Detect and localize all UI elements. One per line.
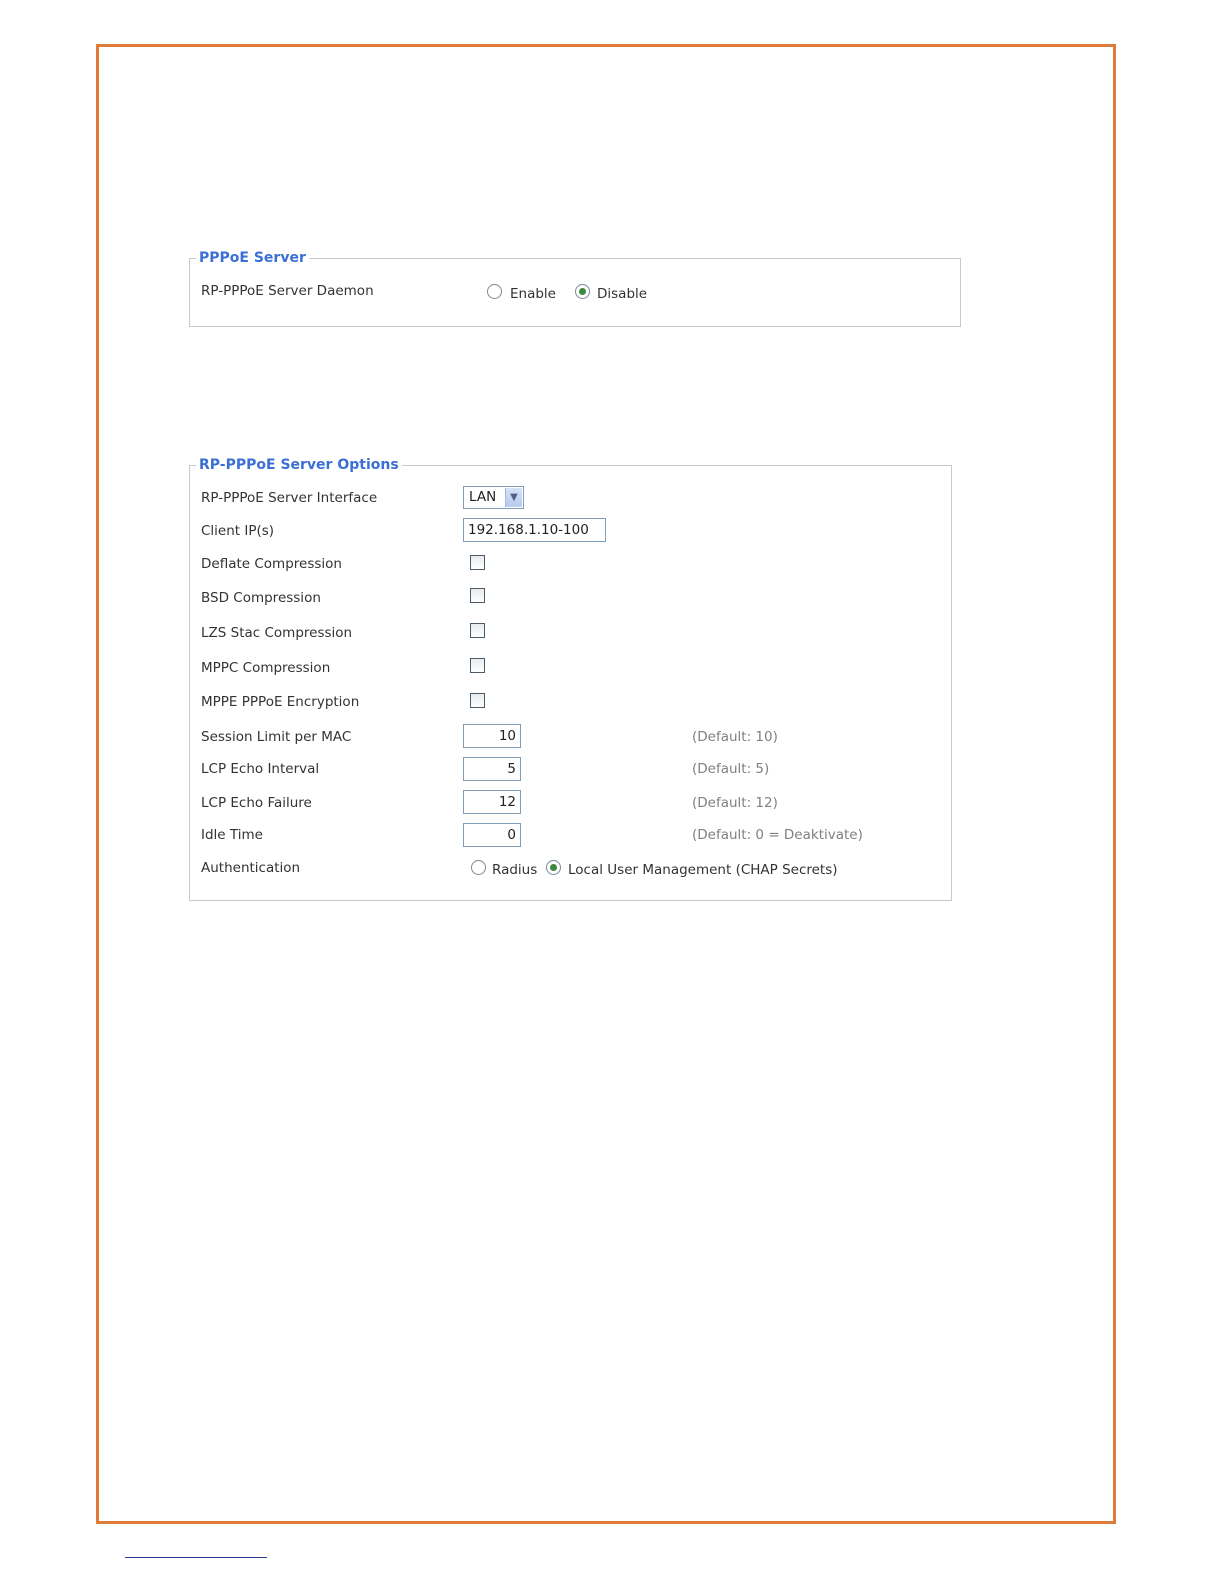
daemon-enable-radio[interactable] [487,284,502,299]
client-ips-input[interactable]: 192.168.1.10-100 [463,518,606,542]
deflate-compression-checkbox[interactable] [470,555,485,570]
session-limit-default: (Default: 10) [692,729,778,745]
mppe-encryption-checkbox[interactable] [470,693,485,708]
lzs-stac-compression-label: LZS Stac Compression [201,625,353,641]
server-daemon-label: RP-PPPoE Server Daemon [201,283,374,299]
lcp-echo-interval-input[interactable]: 5 [463,757,521,781]
chevron-down-icon[interactable]: ▼ [505,488,522,507]
lcp-echo-interval-label: LCP Echo Interval [201,761,320,777]
lcp-echo-failure-label: LCP Echo Failure [201,795,312,811]
daemon-disable-radio[interactable] [575,284,590,299]
pppoe-server-legend: PPPoE Server [199,250,306,266]
lcp-echo-failure-input[interactable]: 12 [463,790,521,814]
server-options-legend: RP-PPPoE Server Options [199,457,399,473]
mppc-compression-label: MPPC Compression [201,660,331,676]
bsd-compression-label: BSD Compression [201,590,321,606]
authentication-label: Authentication [201,860,301,876]
deflate-compression-label: Deflate Compression [201,556,342,572]
lcp-echo-failure-default: (Default: 12) [692,795,778,811]
auth-local-radio[interactable] [546,860,561,875]
idle-time-default: (Default: 0 = Deaktivate) [692,827,863,843]
interface-select[interactable] [463,486,524,509]
idle-time-input[interactable]: 0 [463,823,521,847]
lcp-echo-interval-default: (Default: 5) [692,761,770,777]
interface-select-value: LAN [469,489,497,505]
client-ips-label: Client IP(s) [201,523,275,539]
idle-time-label: Idle Time [201,827,263,843]
auth-radius-radio[interactable] [471,860,486,875]
auth-radius-label[interactable]: Radius [492,862,538,878]
interface-label: RP-PPPoE Server Interface [201,490,378,506]
session-limit-label: Session Limit per MAC [201,729,352,745]
lzs-stac-compression-checkbox[interactable] [470,623,485,638]
mppc-compression-checkbox[interactable] [470,658,485,673]
daemon-disable-label[interactable]: Disable [597,286,648,302]
footer-rule [125,1557,267,1558]
mppe-encryption-label: MPPE PPPoE Encryption [201,694,360,710]
daemon-enable-label[interactable]: Enable [510,286,556,302]
bsd-compression-checkbox[interactable] [470,588,485,603]
session-limit-input[interactable]: 10 [463,724,521,748]
auth-local-label[interactable]: Local User Management (CHAP Secrets) [568,862,838,878]
